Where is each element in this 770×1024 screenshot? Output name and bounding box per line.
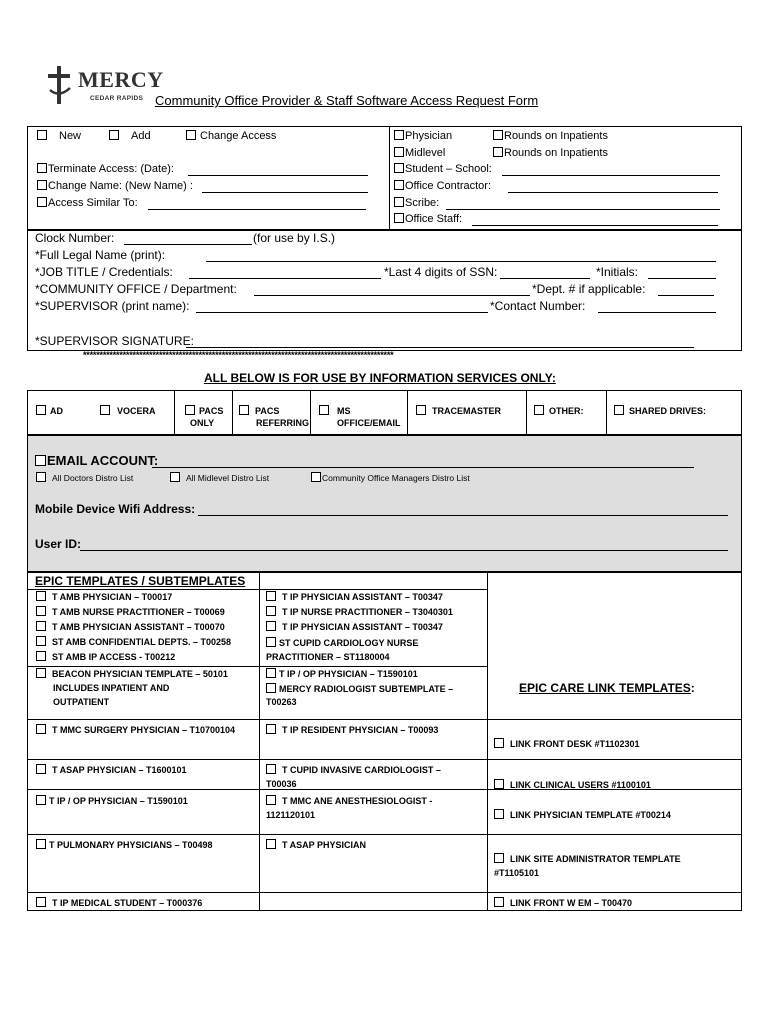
pacs-referring-checkbox[interactable]	[239, 405, 279, 416]
asap-label: T ASAP PHYSICIAN – T1600101	[52, 765, 187, 775]
form-title: Community Office Provider & Staff Software Access Request Form	[155, 93, 539, 108]
epic-ip-template-label: T IP PHYSICIAN ASSISTANT – T00347	[282, 592, 443, 602]
legal-name-label: *Full Legal Name (print):	[35, 248, 166, 262]
link-physician-checkbox[interactable]	[494, 809, 671, 820]
other-label: OTHER:	[549, 406, 584, 416]
pacs-referring-label: PACS	[255, 406, 280, 416]
epic-template-label: ST AMB CONFIDENTIAL DEPTS. – T00258	[52, 637, 232, 647]
change-access-checkbox[interactable]	[186, 130, 276, 142]
asap-checkbox[interactable]	[36, 764, 187, 775]
contact-label: *Contact Number:	[490, 299, 586, 313]
ipop-row-label: T IP / OP PHYSICIAN – T1590101	[49, 796, 188, 806]
epic-template-label: T AMB NURSE PRACTITIONER – T00069	[52, 607, 225, 617]
epic-ip-template-checkbox[interactable]	[266, 606, 453, 617]
job-title-field[interactable]	[189, 278, 381, 279]
tracemaster-label: TRACEMASTER	[432, 406, 501, 416]
vocera-label: VOCERA	[117, 406, 156, 416]
doctors-distro-label: All Doctors Distro List	[52, 473, 134, 483]
epic-ip-template-checkbox[interactable]	[266, 621, 443, 632]
epic-heading: EPIC TEMPLATES / SUBTEMPLATES	[35, 574, 246, 588]
mmc-surgery-checkbox[interactable]	[36, 724, 235, 735]
epic-ip-template-checkbox[interactable]	[266, 591, 443, 602]
epic-template-checkbox[interactable]	[36, 651, 175, 662]
carelink-heading	[519, 681, 695, 695]
radiologist-checkbox[interactable]	[266, 683, 453, 694]
email-checkbox[interactable]	[35, 453, 158, 468]
anesthesiologist-label-2: 1121120101	[266, 810, 316, 820]
pacs-only-label-2: ONLY	[190, 418, 215, 428]
student-school-field[interactable]	[502, 175, 720, 176]
radiologist-label: MERCY RADIOLOGIST SUBTEMPLATE –	[279, 684, 454, 694]
cupid-np-label-2: PRACTITIONER – ST1180004	[266, 652, 390, 662]
scribe-label: Scribe:	[405, 197, 440, 209]
mmc-surgery-label: T MMC SURGERY PHYSICIAN – T10700104	[52, 725, 236, 735]
epic-template-label: ST AMB IP ACCESS - T00212	[52, 652, 176, 662]
front-w-em-label: LINK FRONT W EM – T00470	[510, 898, 633, 908]
access-similar-field[interactable]	[148, 209, 366, 210]
add-label: Add	[131, 130, 151, 142]
ipop-checkbox[interactable]	[266, 668, 418, 679]
rounds-physician-checkbox[interactable]	[493, 130, 608, 142]
midlevel-label: Midlevel	[405, 147, 446, 159]
managers-distro-checkbox[interactable]	[311, 472, 470, 483]
medical-student-label: T IP MEDICAL STUDENT – T000376	[52, 898, 203, 908]
epic-template-label: T AMB PHYSICIAN – T00017	[52, 592, 173, 602]
cupid-invasive-checkbox[interactable]	[266, 764, 441, 775]
epic-ip-template-label: T IP NURSE PRACTITIONER – T3040301	[282, 607, 453, 617]
logo-sub: CEDAR RAPIDS	[90, 95, 144, 102]
radiologist-label-2: T00263	[266, 697, 297, 707]
other-checkbox[interactable]	[534, 405, 584, 416]
pacs-referring-label-2: REFERRING	[256, 418, 310, 428]
pacs-only-label: PACS	[199, 406, 224, 416]
beacon-checkbox[interactable]	[36, 668, 228, 679]
ssn-label: *Last 4 digits of SSN:	[384, 265, 498, 279]
pulmonary-label: T PULMONARY PHYSICIANS – T00498	[49, 840, 213, 850]
clock-label: Clock Number:	[35, 231, 115, 245]
resident-label: T IP RESIDENT PHYSICIAN – T00093	[282, 725, 439, 735]
ipop-label: T IP / OP PHYSICIAN – T1590101	[279, 669, 418, 679]
student-label: Student – School:	[405, 163, 492, 175]
change-access-label: Change Access	[200, 130, 277, 142]
change-name-label: Change Name: (New Name) :	[48, 180, 193, 192]
terminate-date-field[interactable]	[188, 175, 368, 176]
access-similar-label: Access Similar To:	[48, 197, 138, 209]
epic-ip-template-label: T IP PHYSICIAN ASSISTANT – T00347	[282, 622, 443, 632]
front-desk-checkbox[interactable]	[494, 738, 640, 749]
scribe-checkbox[interactable]	[394, 197, 439, 209]
physician-label: Physician	[405, 130, 453, 142]
vocera-checkbox[interactable]	[100, 405, 156, 416]
office-staff-field[interactable]	[472, 225, 718, 226]
signature-field[interactable]	[186, 347, 694, 348]
email-label: EMAIL ACCOUNT:	[47, 453, 159, 468]
mercy-logo	[44, 64, 164, 108]
site-admin-checkbox[interactable]	[494, 853, 681, 864]
cupid-np-label: ST CUPID CARDIOLOGY NURSE	[279, 638, 419, 648]
cupid-invasive-label-2: T00036	[266, 779, 297, 789]
ad-checkbox[interactable]	[36, 405, 63, 416]
rounds-physician-label: Rounds on Inpatients	[504, 130, 608, 142]
ms-office-checkbox[interactable]	[319, 405, 351, 416]
ms-office-label: MS	[337, 406, 351, 416]
user-id-label: User ID:	[35, 537, 82, 551]
user-id-field[interactable]	[80, 550, 728, 551]
is-heading: ALL BELOW IS FOR USE BY INFORMATION SERVICES ONLY:	[204, 371, 556, 385]
change-name-checkbox[interactable]	[37, 180, 193, 192]
job-title-label: *JOB TITLE / Credentials:	[35, 265, 173, 279]
new-name-field[interactable]	[202, 192, 368, 193]
terminate-label: Terminate Access: (Date):	[48, 163, 174, 175]
supervisor-field[interactable]	[196, 312, 488, 313]
cupid-invasive-label: T CUPID INVASIVE CARDIOLOGIST –	[282, 765, 441, 775]
epic-template-checkbox[interactable]	[36, 621, 225, 632]
supervisor-label: *SUPERVISOR (print name):	[35, 299, 190, 313]
beacon-label-3: OUTPATIENT	[53, 697, 110, 707]
stars-divider: **********************************************************************************************	[83, 350, 394, 360]
midlevel-checkbox[interactable]	[394, 147, 445, 159]
email-field[interactable]	[152, 467, 694, 468]
access-similar-checkbox[interactable]	[37, 197, 138, 209]
office-field[interactable]	[254, 295, 530, 296]
rounds-midlevel-label: Rounds on Inpatients	[504, 147, 608, 159]
scribe-field[interactable]	[446, 209, 720, 210]
ssn-field[interactable]	[500, 278, 590, 279]
cross-icon	[44, 64, 76, 108]
midlevel-distro-checkbox[interactable]	[170, 472, 269, 483]
shared-drives-checkbox[interactable]	[614, 405, 706, 416]
clock-note: (for use by I.S.)	[253, 231, 336, 245]
cupid-np-checkbox[interactable]	[266, 637, 418, 648]
front-w-em-checkbox[interactable]	[494, 897, 632, 908]
rounds-midlevel-checkbox[interactable]	[493, 147, 608, 159]
pulmonary-checkbox[interactable]	[36, 839, 213, 850]
new-label: New	[59, 130, 82, 142]
office-staff-checkbox[interactable]	[394, 213, 462, 225]
logo-name: MERCY	[78, 67, 164, 92]
medical-student-checkbox[interactable]	[36, 897, 202, 908]
terminate-checkbox[interactable]	[37, 163, 174, 175]
new-checkbox[interactable]	[37, 130, 81, 142]
dept-field[interactable]	[658, 295, 714, 296]
add-checkbox[interactable]	[109, 130, 151, 142]
initials-label: *Initials:	[596, 265, 639, 279]
epic-template-checkbox[interactable]	[36, 591, 172, 602]
legal-name-field[interactable]	[206, 261, 716, 262]
clinical-users-checkbox[interactable]	[494, 779, 651, 790]
clinical-users-label: LINK CLINICAL USERS #1100101	[510, 780, 651, 790]
contact-field[interactable]	[598, 312, 716, 313]
office-contractor-checkbox[interactable]	[394, 180, 491, 192]
ms-office-label-2: OFFICE/EMAIL	[337, 418, 401, 428]
office-contractor-field[interactable]	[508, 192, 718, 193]
epic-template-checkbox[interactable]	[36, 636, 231, 647]
site-admin-label: LINK SITE ADMINISTRATOR TEMPLATE	[510, 854, 681, 864]
pacs-only-checkbox[interactable]	[185, 405, 223, 416]
dept-label: *Dept. # if applicable:	[532, 282, 646, 296]
doctors-distro-checkbox[interactable]	[36, 472, 133, 483]
carelink-heading-colon: :	[690, 681, 695, 695]
tracemaster-checkbox[interactable]	[416, 405, 501, 416]
physician-checkbox[interactable]	[394, 130, 452, 142]
link-physician-label: LINK PHYSICIAN TEMPLATE #T00214	[510, 810, 671, 820]
epic-template-checkbox[interactable]	[36, 606, 225, 617]
front-desk-label: LINK FRONT DESK #T1102301	[510, 739, 640, 749]
signature-label: *SUPERVISOR SIGNATURE:	[35, 334, 194, 348]
office-staff-label: Office Staff:	[405, 213, 463, 225]
anesthesiologist-checkbox[interactable]	[266, 795, 432, 806]
initials-field[interactable]	[648, 278, 716, 279]
clock-field[interactable]	[124, 244, 252, 245]
asap2-label: T ASAP PHYSICIAN	[282, 840, 367, 850]
ipop-row-checkbox[interactable]	[36, 795, 188, 806]
ad-label: AD	[50, 406, 63, 416]
resident-checkbox[interactable]	[266, 724, 438, 735]
beacon-label-2: INCLUDES INPATIENT AND	[53, 683, 170, 693]
epic-template-label: T AMB PHYSICIAN ASSISTANT – T00070	[52, 622, 225, 632]
managers-distro-label: Community Office Managers Distro List	[322, 473, 470, 483]
office-contractor-label: Office Contractor:	[405, 180, 491, 192]
midlevel-distro-label: All Midlevel Distro List	[186, 473, 270, 483]
shared-drives-label: SHARED DRIVES:	[629, 406, 707, 416]
asap2-checkbox[interactable]	[266, 839, 366, 850]
student-checkbox[interactable]	[394, 163, 492, 175]
wifi-label: Mobile Device Wifi Address:	[35, 502, 196, 516]
wifi-field[interactable]	[198, 515, 728, 516]
beacon-label: BEACON PHYSICIAN TEMPLATE – 50101	[52, 669, 228, 679]
anesthesiologist-label: T MMC ANE ANESTHESIOLOGIST -	[282, 796, 433, 806]
carelink-heading-text: EPIC CARE LINK TEMPLATES	[519, 681, 691, 695]
site-admin-label-2: #T1105101	[494, 868, 540, 878]
office-label: *COMMUNITY OFFICE / Department:	[35, 282, 237, 296]
